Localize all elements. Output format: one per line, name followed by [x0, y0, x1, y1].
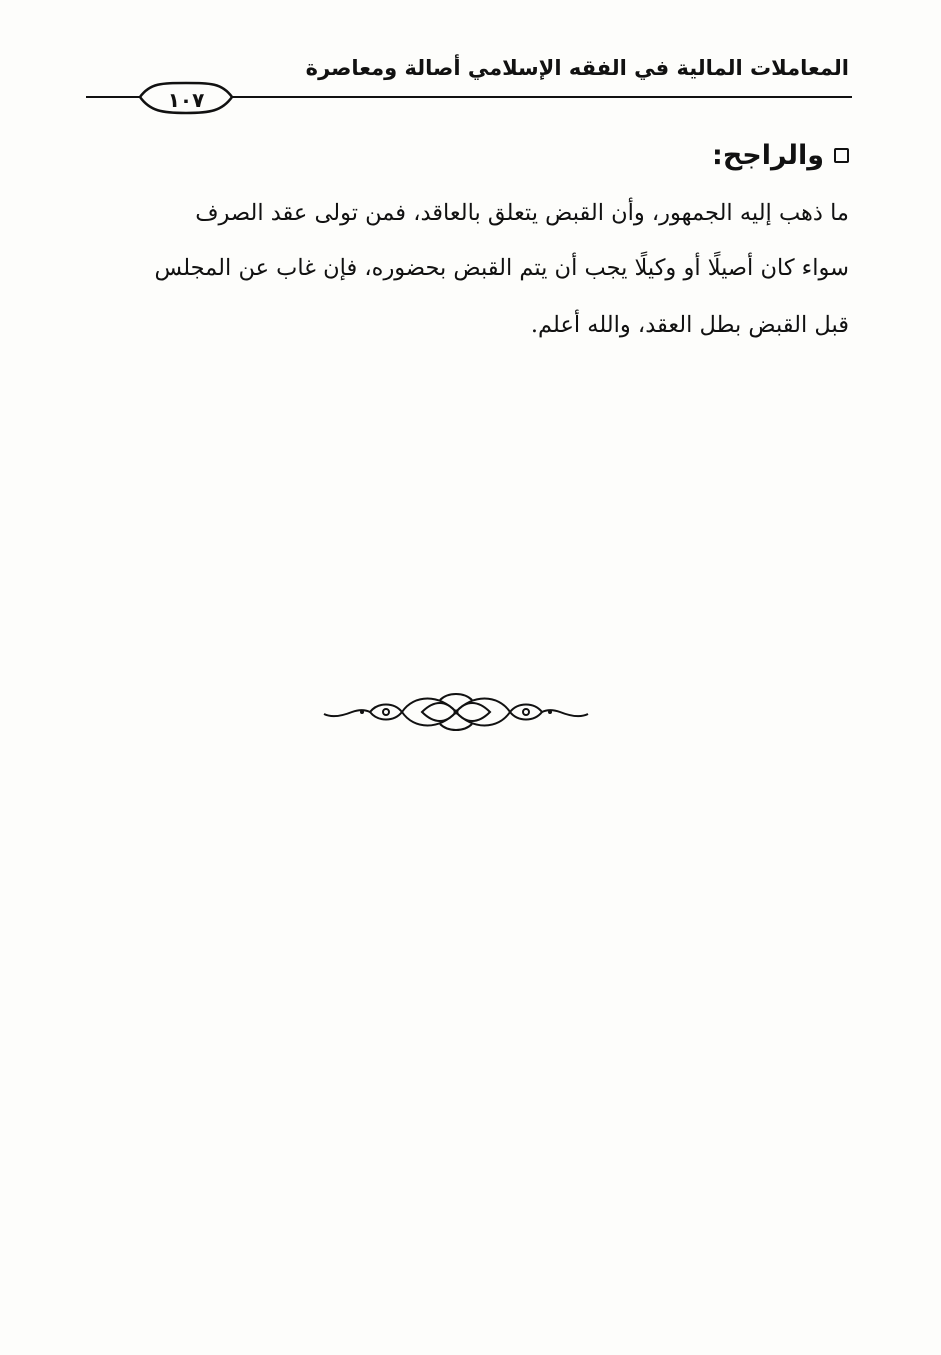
paragraph-line: سواء كان أصيلًا أو وكيلًا يجب أن يتم القبض بحضوره، فإن غاب عن المجلس — [154, 255, 849, 281]
section-heading-text: والراجح: — [712, 140, 824, 171]
section-heading — [712, 140, 849, 171]
paragraph-line: قبل القبض بطل العقد، والله أعلم. — [530, 312, 849, 338]
decorative-ornament-icon — [322, 688, 590, 736]
page-number: ١٠٧ — [167, 88, 205, 112]
checkbox-square-icon — [834, 148, 849, 163]
paragraph-line: ما ذهب إليه الجمهور، وأن القبض يتعلق بالعاقد، فمن تولى عقد الصرف — [195, 200, 849, 226]
running-header-title: المعاملات المالية في الفقه الإسلامي أصالة ومعاصرة — [305, 56, 849, 80]
